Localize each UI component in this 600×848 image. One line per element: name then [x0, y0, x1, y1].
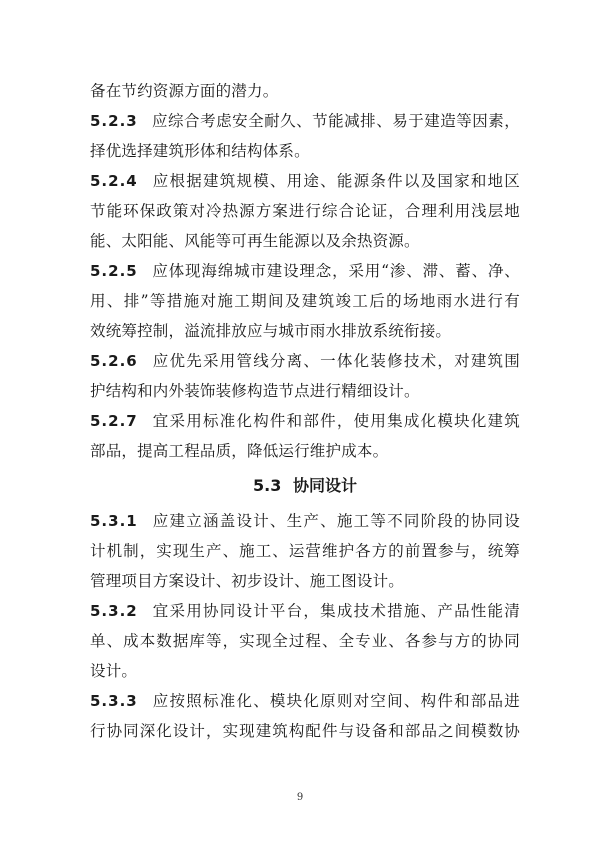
clause-number: 5.3.2 [90, 602, 138, 620]
clause-5-3-3 [90, 686, 520, 746]
clause-text: 单、成本数据库等，实现全过程、全专业、各参与方的协同 [90, 632, 520, 650]
clause-text: 宜采用标准化构件和部件，使用集成化模块化建筑 [151, 412, 520, 430]
clause-line [90, 566, 520, 596]
clauses-section-5-2 [90, 106, 520, 466]
clause-line [90, 316, 520, 346]
clause-line [90, 506, 520, 536]
continuation-line: 备在节约资源方面的潜力。 [90, 82, 279, 100]
clause-5-2-3 [90, 106, 520, 166]
clause-text: 宜采用协同设计平台，集成技术措施、产品性能清 [151, 602, 520, 620]
clause-text: 部品，提高工程品质，降低运行维护成本。 [90, 442, 389, 460]
clause-5-2-7 [90, 406, 520, 466]
clause-line [90, 286, 520, 316]
clause-5-3-1 [90, 506, 520, 596]
clause-text: 应优先采用管线分离、一体化装修技术，对建筑围 [151, 352, 520, 370]
clause-number: 5.3.3 [90, 692, 138, 710]
clause-line [90, 406, 520, 436]
clause-text: 行协同深化设计，实现建筑构配件与设备和部品之间模数协 [90, 722, 520, 740]
clause-line [90, 136, 520, 166]
section-number: 5.3 [253, 476, 282, 495]
clause-text: 应综合考虑安全耐久、节能减排、易于建造等因素， [151, 112, 520, 130]
clause-text: 护结构和内外装饰装修构造节点进行精细设计。 [90, 382, 420, 400]
clause-line [90, 536, 520, 566]
clause-line [90, 716, 520, 746]
clause-line [90, 376, 520, 406]
clause-line [90, 626, 520, 656]
page-number: 9 [296, 792, 304, 803]
clause-number: 5.2.5 [90, 262, 138, 280]
clause-line [90, 256, 520, 286]
clause-line [90, 196, 520, 226]
clause-number: 5.2.3 [90, 112, 138, 130]
clause-number: 5.3.1 [90, 512, 138, 530]
clause-text: 应建立涵盖设计、生产、施工等不同阶段的协同设 [151, 512, 520, 530]
clause-line [90, 166, 520, 196]
clauses-section-5-3 [90, 506, 520, 746]
clause-number: 5.2.6 [90, 352, 138, 370]
clause-5-3-2 [90, 596, 520, 686]
clause-text: 效统筹控制，溢流排放应与城市雨水排放系统衔接。 [90, 322, 452, 340]
clause-text: 应根据建筑规模、用途、能源条件以及国家和地区 [151, 172, 520, 190]
clause-line [90, 436, 520, 466]
clause-text: 用、排”等措施对施工期间及建筑竣工后的场地雨水进行有 [90, 292, 520, 310]
clause-5-2-6 [90, 346, 520, 406]
clause-text: 管理项目方案设计、初步设计、施工图设计。 [90, 572, 405, 590]
clause-line [90, 656, 520, 686]
clause-5-2-4 [90, 166, 520, 256]
clause-line [90, 686, 520, 716]
clause-text: 节能环保政策对冷热源方案进行综合论证，合理利用浅层地 [90, 202, 520, 220]
clause-text: 设计。 [90, 662, 138, 680]
clause-text: 择优选择建筑形体和结构体系。 [90, 142, 310, 160]
section-heading [90, 468, 520, 504]
clause-text: 能、太阳能、风能等可再生能源以及余热资源。 [90, 232, 420, 250]
clause-line [90, 596, 520, 626]
clause-number: 5.2.4 [90, 172, 138, 190]
clause-text: 应体现海绵城市建设理念，采用“渗、滞、蓄、净、 [151, 262, 520, 280]
page-content [90, 76, 520, 746]
clause-text: 计机制，实现生产、施工、运营维护各方的前置参与，统筹 [90, 542, 520, 560]
clause-line [90, 226, 520, 256]
clause-line [90, 106, 520, 136]
section-title-text: 协同设计 [292, 476, 357, 495]
clause-5-2-5 [90, 256, 520, 346]
clause-number: 5.2.7 [90, 412, 138, 430]
clause-line [90, 346, 520, 376]
clause-text: 应按照标准化、模块化原则对空间、构件和部品进 [151, 692, 520, 710]
